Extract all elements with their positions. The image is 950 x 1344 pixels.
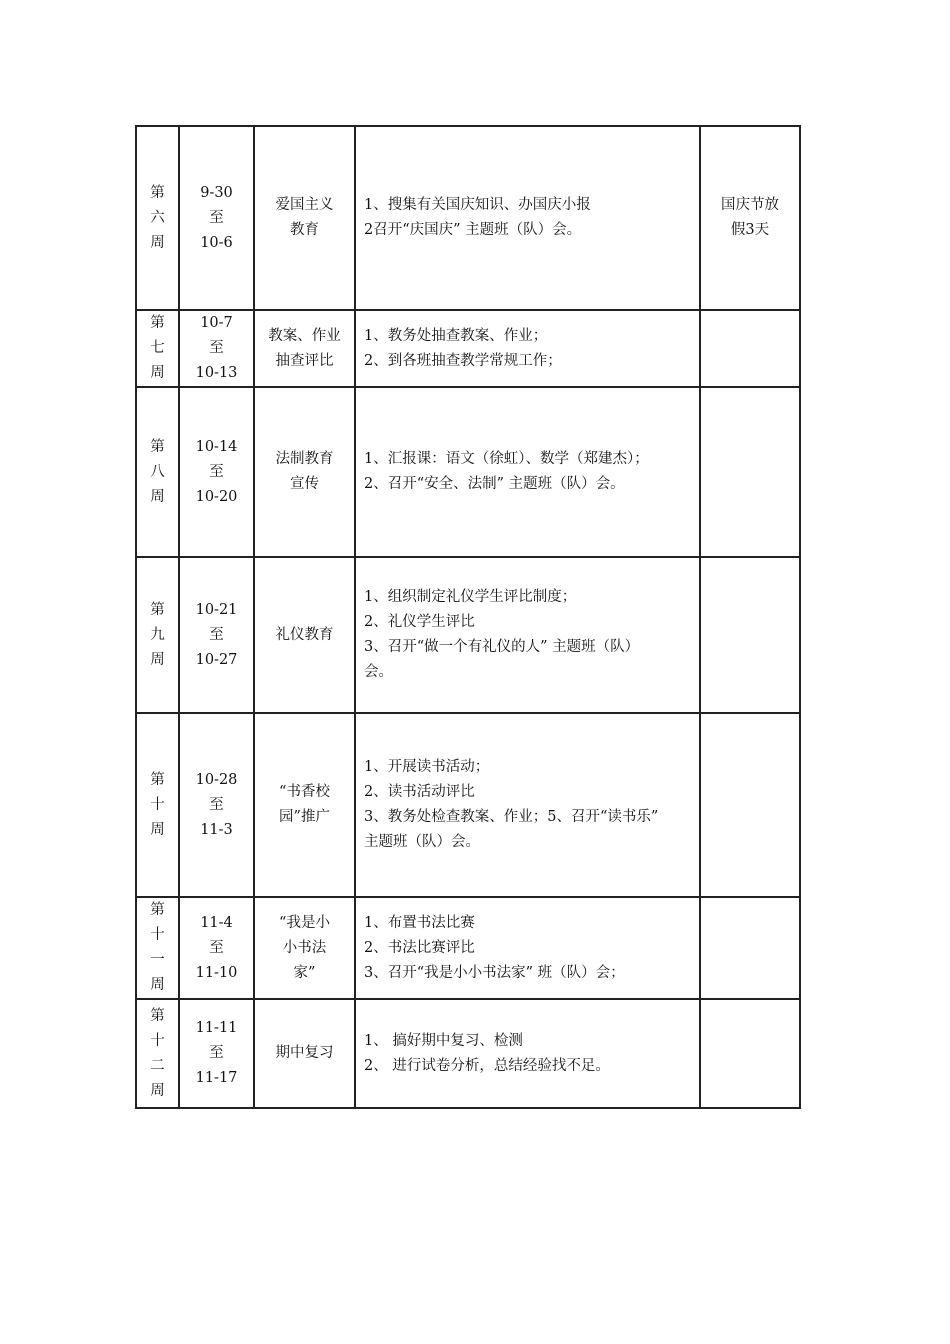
date-range-cell — [179, 999, 254, 1108]
week-line: 第 — [150, 438, 165, 455]
activity-content-line: 2、召开“安全、法制” 主题班（队）会。 — [364, 476, 625, 492]
theme-cell — [254, 126, 355, 310]
week-line: 周 — [150, 234, 165, 251]
week-line: 九 — [150, 626, 165, 643]
week-line: 十 — [150, 796, 165, 813]
date-range-cell — [179, 387, 254, 557]
activity-content-line: 主题班（队）会。 — [364, 834, 480, 850]
remark-line: 国庆节放 — [721, 197, 779, 213]
week-cell — [136, 713, 179, 897]
theme-cell — [254, 310, 355, 387]
remark-cell — [700, 126, 800, 310]
week-line: 第 — [150, 184, 165, 201]
table-row — [136, 999, 800, 1108]
week-line: 第 — [150, 601, 165, 618]
activity-content-line: 2、礼仪学生评比 — [364, 614, 475, 630]
week-line: 十 — [150, 1032, 165, 1049]
week-line: 第 — [150, 1007, 165, 1024]
theme-line: 宣传 — [290, 476, 319, 492]
week-line: 八 — [150, 463, 165, 480]
week-cell — [136, 897, 179, 999]
week-cell — [136, 557, 179, 713]
date-range-line: 11-10 — [195, 964, 238, 981]
table-row — [136, 126, 800, 310]
theme-cell — [254, 557, 355, 713]
theme-line: 抽查评比 — [275, 352, 334, 369]
activity-content-cell — [355, 999, 700, 1108]
activity-content-line: 3、教务处检查教案、作业；5、召开“读书乐” — [364, 809, 659, 825]
week-line: 十 — [150, 927, 165, 943]
activity-content-line: 2、读书活动评比 — [364, 784, 475, 800]
date-range-line: 11-4 — [200, 914, 233, 931]
remark-line: 假3天 — [730, 222, 770, 238]
table-row — [136, 897, 800, 999]
date-range-line: 10-21 — [195, 601, 238, 618]
date-range-line: 至 — [209, 796, 224, 813]
remark-cell — [700, 310, 800, 387]
week-line: 第 — [150, 315, 165, 331]
remark-cell — [700, 557, 800, 713]
theme-line: 期中复习 — [275, 1045, 334, 1061]
week-line: 周 — [150, 821, 165, 838]
theme-line: 小书法 — [282, 939, 327, 956]
theme-line: 园”推广 — [279, 809, 330, 825]
week-line: 周 — [150, 651, 165, 668]
week-line: 第 — [150, 902, 165, 918]
activity-content-line: 1、 搞好期中复习、检测 — [364, 1032, 523, 1049]
date-range-line: 10-20 — [195, 488, 238, 505]
date-range-cell — [179, 310, 254, 387]
date-range-line: 11-11 — [195, 1020, 238, 1036]
theme-cell — [254, 713, 355, 897]
activity-content-cell — [355, 310, 700, 387]
theme-line: 爱国主义 — [275, 197, 334, 213]
date-range-line: 10-14 — [195, 438, 238, 455]
date-range-line: 至 — [209, 939, 224, 956]
date-range-line: 至 — [209, 463, 224, 480]
date-range-cell — [179, 713, 254, 897]
week-line: 周 — [150, 977, 165, 993]
activity-content-line: 1、组织制定礼仪学生评比制度； — [364, 589, 577, 605]
date-range-line: 至 — [209, 1045, 224, 1061]
schedule-body — [136, 126, 800, 1108]
date-range-line: 至 — [209, 209, 224, 226]
date-range-line: 11-3 — [200, 821, 233, 838]
remark-cell — [700, 999, 800, 1108]
table-row — [136, 557, 800, 713]
date-range-line: 11-17 — [195, 1070, 238, 1086]
date-range-cell — [179, 126, 254, 310]
theme-cell — [254, 999, 355, 1108]
date-range-line: 至 — [209, 626, 224, 643]
activity-content-cell — [355, 897, 700, 999]
theme-line: 法制教育 — [275, 451, 334, 467]
remark-cell — [700, 713, 800, 897]
activity-content-line: 2、到各班抽查教学常规工作； — [364, 352, 562, 369]
date-range-line: 10-6 — [200, 234, 233, 251]
week-cell — [136, 999, 179, 1108]
week-cell — [136, 310, 179, 387]
activity-content-line: 1、搜集有关国庆知识、办国庆小报 — [364, 197, 591, 213]
week-cell — [136, 387, 179, 557]
remark-cell — [700, 897, 800, 999]
activity-content-line: 1、开展读书活动； — [364, 759, 490, 775]
theme-line: 家” — [293, 964, 316, 981]
activity-content-line: 2、 进行试卷分析，总结经验找不足。 — [364, 1057, 610, 1074]
activity-content-line: 1、教务处抽查教案、作业； — [364, 327, 548, 344]
date-range-cell — [179, 897, 254, 999]
theme-line: 礼仪教育 — [275, 626, 334, 643]
activity-content-line: 2、书法比赛评比 — [364, 939, 475, 956]
date-range-line: 10-28 — [195, 771, 238, 788]
table-row — [136, 310, 800, 387]
theme-line: “书香校 — [279, 784, 330, 800]
activity-content-line: 2召开“庆国庆” 主题班（队）会。 — [364, 222, 582, 238]
week-line: 一 — [150, 952, 165, 968]
week-line: 六 — [150, 209, 165, 226]
date-range-line: 至 — [209, 340, 224, 356]
remark-cell — [700, 387, 800, 557]
date-range-line: 9-30 — [200, 184, 233, 201]
date-range-line: 10-13 — [195, 365, 238, 381]
theme-line: 教案、作业 — [268, 327, 341, 344]
theme-line: 教育 — [290, 222, 319, 238]
theme-cell — [254, 387, 355, 557]
week-line: 七 — [150, 340, 165, 356]
week-line: 周 — [150, 365, 165, 381]
week-line: 周 — [150, 1082, 165, 1099]
activity-content-line: 1、布置书法比赛 — [364, 914, 475, 931]
week-line: 二 — [150, 1057, 165, 1074]
weekly-schedule-table — [135, 125, 801, 1109]
theme-cell — [254, 897, 355, 999]
activity-content-line: 3、召开“我是小小书法家” 班（队）会； — [364, 964, 625, 981]
activity-content-cell — [355, 126, 700, 310]
theme-line: “我是小 — [279, 914, 330, 931]
activity-content-line: 1、汇报课：语文（徐虹）、数学（郑建杰）； — [364, 451, 649, 467]
activity-content-cell — [355, 713, 700, 897]
activity-content-cell — [355, 387, 700, 557]
table-row — [136, 387, 800, 557]
week-cell — [136, 126, 179, 310]
date-range-line: 10-27 — [195, 651, 238, 668]
week-line: 第 — [150, 771, 165, 788]
date-range-line: 10-7 — [200, 315, 233, 331]
activity-content-line: 会。 — [364, 664, 393, 680]
table-row — [136, 713, 800, 897]
date-range-cell — [179, 557, 254, 713]
week-line: 周 — [150, 488, 165, 505]
activity-content-cell — [355, 557, 700, 713]
activity-content-line: 3、召开“做一个有礼仪的人” 主题班（队） — [364, 639, 640, 655]
